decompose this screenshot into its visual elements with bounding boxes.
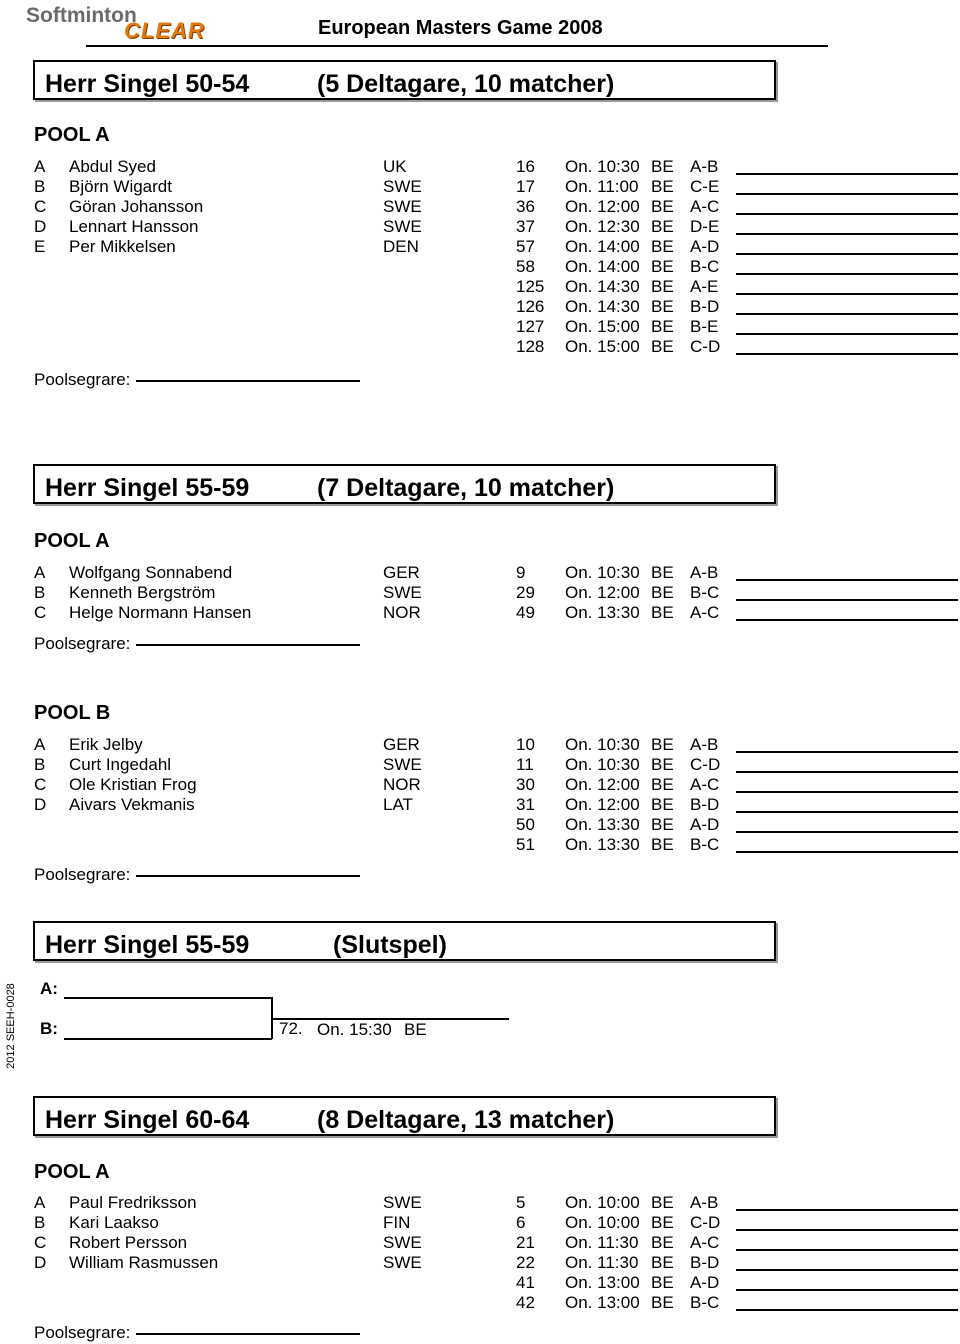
result-line	[736, 1269, 958, 1271]
result-line	[736, 1229, 958, 1231]
match-hall: BE	[651, 257, 674, 276]
pool-title: POOL A	[34, 124, 110, 146]
player-country: SWE	[383, 217, 422, 236]
match-time: On. 12:00	[565, 795, 640, 814]
player-letter: D	[34, 795, 47, 814]
match-number: 58	[516, 257, 535, 276]
player-letter: D	[34, 1253, 47, 1272]
match-time: On. 15:00	[565, 337, 640, 356]
event-header-slutspel	[33, 921, 776, 961]
match-hall: BE	[651, 337, 674, 356]
match-time: On. 10:30	[565, 563, 640, 582]
match-time: On. 11:30	[565, 1233, 639, 1252]
player-name: Göran Johansson	[69, 197, 204, 216]
side-code: 2012 SEEH-0028	[5, 983, 17, 1069]
match-pairing: A-D	[690, 1273, 720, 1292]
bracket-match-hall: BE	[404, 1020, 427, 1039]
match-pairing: B-C	[690, 257, 720, 276]
match-number: 37	[516, 217, 535, 236]
match-time: On. 13:00	[565, 1273, 640, 1292]
event-name: Herr Singel 60-64	[45, 1106, 250, 1134]
match-hall: BE	[651, 317, 674, 336]
match-hall: BE	[651, 197, 674, 216]
event-name: Herr Singel 55-59	[45, 931, 250, 959]
result-line	[736, 1249, 958, 1251]
match-number: 31	[516, 795, 535, 814]
player-country: GER	[383, 563, 420, 582]
match-time: On. 14:30	[565, 277, 640, 296]
player-letter: B	[34, 583, 46, 602]
player-country: GER	[383, 735, 420, 754]
player-country: SWE	[383, 755, 422, 774]
match-number: 29	[516, 583, 535, 602]
match-number: 6	[516, 1213, 526, 1232]
result-line	[736, 619, 958, 621]
match-number: 51	[516, 835, 535, 854]
match-number: 10	[516, 735, 535, 754]
match-number: 125	[516, 277, 545, 296]
player-name: Lennart Hansson	[69, 217, 199, 236]
result-line	[736, 1289, 958, 1291]
poolsegrare-label: Poolsegrare:	[34, 370, 131, 389]
match-pairing: B-C	[690, 1293, 720, 1312]
result-line	[736, 791, 958, 793]
pool-title: POOL A	[34, 530, 110, 552]
result-line	[736, 293, 958, 295]
match-number: 41	[516, 1273, 535, 1292]
player-letter: C	[34, 775, 47, 794]
match-hall: BE	[651, 603, 674, 622]
match-number: 57	[516, 237, 535, 256]
player-country: UK	[383, 157, 407, 176]
match-time: On. 13:30	[565, 815, 640, 834]
bracket-a-label: A:	[40, 979, 58, 998]
poolsegrare-label: Poolsegrare:	[34, 865, 131, 884]
match-number: 21	[516, 1233, 535, 1252]
match-number: 42	[516, 1293, 535, 1312]
player-name: Kari Laakso	[69, 1213, 159, 1232]
event-info: (5 Deltagare, 10 matcher)	[317, 70, 615, 98]
match-hall: BE	[651, 157, 674, 176]
match-pairing: B-D	[690, 795, 720, 814]
poolsegrare-line	[136, 644, 360, 646]
event-header-60-64	[33, 1096, 776, 1136]
match-pairing: A-B	[690, 563, 719, 582]
bracket-match-time: On. 15:30	[317, 1020, 392, 1039]
result-line	[736, 353, 958, 355]
match-pairing: C-D	[690, 755, 721, 774]
logo-bottom-text: CLEAR	[124, 18, 205, 43]
match-hall: BE	[651, 277, 674, 296]
match-number: 16	[516, 157, 535, 176]
match-pairing: A-B	[690, 735, 719, 754]
softminton-logo	[26, 4, 205, 43]
match-hall: BE	[651, 177, 674, 196]
match-hall: BE	[651, 1213, 674, 1232]
header-rule	[86, 45, 828, 47]
event-name: Herr Singel 55-59	[45, 474, 250, 502]
bracket-match-no: 72.	[279, 1019, 303, 1038]
match-hall: BE	[651, 583, 674, 602]
player-name: Robert Persson	[69, 1233, 188, 1252]
result-line	[736, 599, 958, 601]
poolsegrare-label: Poolsegrare:	[34, 1323, 131, 1342]
match-number: 5	[516, 1193, 526, 1212]
document-title: European Masters Game 2008	[318, 17, 603, 39]
match-number: 30	[516, 775, 535, 794]
player-letter: A	[34, 1193, 46, 1212]
match-hall: BE	[651, 237, 674, 256]
player-country: FIN	[383, 1213, 411, 1232]
match-time: On. 11:30	[565, 1253, 639, 1272]
event-header-55-59	[33, 464, 776, 504]
match-number: 50	[516, 815, 535, 834]
match-number: 9	[516, 563, 526, 582]
poolsegrare-label: Poolsegrare:	[34, 634, 131, 653]
result-line	[736, 193, 958, 195]
result-line	[736, 333, 958, 335]
bracket-line-a	[64, 997, 272, 999]
result-line	[736, 1309, 958, 1311]
result-line	[736, 1209, 958, 1211]
match-time: On. 10:00	[565, 1213, 640, 1232]
match-time: On. 12:30	[565, 217, 640, 236]
player-letter: A	[34, 735, 46, 754]
match-hall: BE	[651, 1273, 674, 1292]
player-name: William Rasmussen	[69, 1253, 219, 1272]
player-name: Kenneth Bergström	[69, 583, 216, 602]
event-info: (8 Deltagare, 13 matcher)	[317, 1106, 615, 1134]
match-pairing: A-C	[690, 197, 720, 216]
match-hall: BE	[651, 297, 674, 316]
player-name: Abdul Syed	[69, 157, 156, 176]
player-name: Helge Normann Hansen	[69, 603, 252, 622]
event-name: Herr Singel 50-54	[45, 70, 250, 98]
match-pairing: C-D	[690, 337, 721, 356]
player-country: SWE	[383, 1253, 422, 1272]
match-time: On. 10:30	[565, 157, 640, 176]
match-hall: BE	[651, 1233, 674, 1252]
match-pairing: B-C	[690, 835, 720, 854]
player-country: DEN	[383, 237, 419, 256]
player-name: Erik Jelby	[69, 735, 143, 754]
match-hall: BE	[651, 1293, 674, 1312]
match-time: On. 13:30	[565, 603, 640, 622]
bracket-line-b	[64, 1038, 272, 1040]
player-country: NOR	[383, 775, 421, 794]
match-pairing: C-D	[690, 1213, 721, 1232]
event-header-50-54	[33, 60, 776, 100]
match-pairing: A-B	[690, 157, 719, 176]
result-line	[736, 771, 958, 773]
logo-top-text: Softminton	[26, 4, 137, 27]
pool-title: POOL A	[34, 1161, 110, 1183]
player-letter: C	[34, 197, 47, 216]
match-time: On. 10:30	[565, 735, 640, 754]
result-line	[736, 173, 958, 175]
player-name: Wolfgang Sonnabend	[69, 563, 233, 582]
player-letter: C	[34, 603, 47, 622]
match-hall: BE	[651, 1193, 674, 1212]
player-name: Per Mikkelsen	[69, 237, 176, 256]
match-number: 17	[516, 177, 535, 196]
pool-title: POOL B	[34, 702, 111, 724]
match-pairing: A-C	[690, 1233, 720, 1252]
poolsegrare-line	[136, 380, 360, 382]
match-number: 127	[516, 317, 545, 336]
match-hall: BE	[651, 835, 674, 854]
match-pairing: B-D	[690, 1253, 720, 1272]
poolsegrare-line	[136, 1333, 360, 1335]
match-hall: BE	[651, 735, 674, 754]
event-info: (7 Deltagare, 10 matcher)	[317, 474, 615, 502]
player-country: SWE	[383, 177, 422, 196]
match-number: 126	[516, 297, 545, 316]
bracket-b-label: B:	[40, 1019, 58, 1038]
match-pairing: A-B	[690, 1193, 719, 1212]
player-country: LAT	[383, 795, 413, 814]
match-pairing: B-E	[690, 317, 719, 336]
match-time: On. 15:00	[565, 317, 640, 336]
match-time: On. 14:00	[565, 237, 640, 256]
match-hall: BE	[651, 217, 674, 236]
match-time: On. 12:00	[565, 583, 640, 602]
match-pairing: A-C	[690, 775, 720, 794]
match-pairing: A-C	[690, 603, 720, 622]
match-time: On. 11:00	[565, 177, 639, 196]
match-hall: BE	[651, 1253, 674, 1272]
match-number: 22	[516, 1253, 535, 1272]
player-letter: D	[34, 217, 47, 236]
player-name: Björn Wigardt	[69, 177, 172, 196]
match-hall: BE	[651, 775, 674, 794]
player-letter: C	[34, 1233, 47, 1252]
match-time: On. 14:00	[565, 257, 640, 276]
event-info: (Slutspel)	[333, 931, 447, 959]
player-letter: B	[34, 177, 46, 196]
match-pairing: A-D	[690, 237, 720, 256]
result-line	[736, 811, 958, 813]
match-number: 128	[516, 337, 545, 356]
match-pairing: D-E	[690, 217, 720, 236]
result-line	[736, 831, 958, 833]
match-pairing: A-D	[690, 815, 720, 834]
match-pairing: B-D	[690, 297, 720, 316]
result-line	[736, 579, 958, 581]
match-time: On. 14:30	[565, 297, 640, 316]
player-letter: E	[34, 237, 46, 256]
player-country: SWE	[383, 197, 422, 216]
match-pairing: A-E	[690, 277, 719, 296]
result-line	[736, 273, 958, 275]
result-line	[736, 253, 958, 255]
player-letter: A	[34, 563, 46, 582]
player-letter: B	[34, 755, 46, 774]
player-name: Curt Ingedahl	[69, 755, 172, 774]
match-pairing: B-C	[690, 583, 720, 602]
match-number: 36	[516, 197, 535, 216]
match-time: On. 10:00	[565, 1193, 640, 1212]
match-number: 11	[516, 755, 534, 774]
player-country: SWE	[383, 1193, 422, 1212]
player-letter: B	[34, 1213, 46, 1232]
player-name: Ole Kristian Frog	[69, 775, 197, 794]
match-pairing: C-E	[690, 177, 720, 196]
player-name: Aivars Vekmanis	[69, 795, 195, 814]
result-line	[736, 313, 958, 315]
result-line	[736, 851, 958, 853]
player-country: SWE	[383, 583, 422, 602]
match-hall: BE	[651, 755, 674, 774]
match-time: On. 12:00	[565, 775, 640, 794]
player-letter: A	[34, 157, 46, 176]
result-line	[736, 233, 958, 235]
match-hall: BE	[651, 815, 674, 834]
match-time: On. 12:00	[565, 197, 640, 216]
player-country: SWE	[383, 1233, 422, 1252]
match-time: On. 13:30	[565, 835, 640, 854]
result-line	[736, 751, 958, 753]
match-time: On. 10:30	[565, 755, 640, 774]
match-time: On. 13:00	[565, 1293, 640, 1312]
match-hall: BE	[651, 795, 674, 814]
match-hall: BE	[651, 563, 674, 582]
poolsegrare-line	[136, 875, 360, 877]
result-line	[736, 213, 958, 215]
match-number: 49	[516, 603, 535, 622]
player-country: NOR	[383, 603, 421, 622]
player-name: Paul Fredriksson	[69, 1193, 197, 1212]
